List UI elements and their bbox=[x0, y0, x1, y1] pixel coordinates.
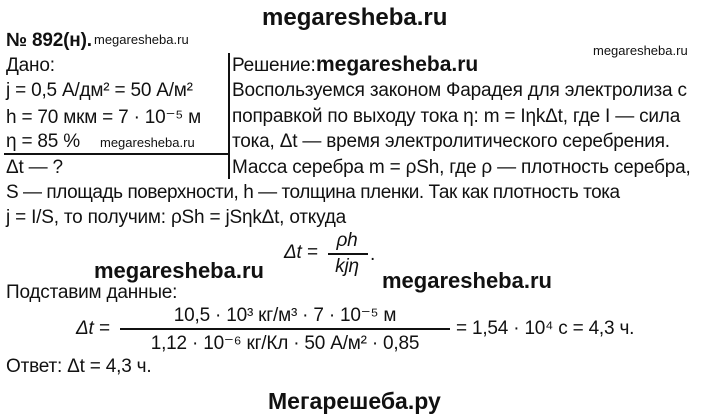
formula-numerator: ρh bbox=[336, 230, 358, 251]
formula-denominator: kjη bbox=[335, 256, 359, 277]
watermark-small: megaresheba.ru bbox=[100, 135, 195, 150]
calc-fraction-bar bbox=[120, 328, 450, 330]
given-vertical-rule bbox=[228, 53, 230, 179]
watermark-small: megaresheba.ru bbox=[94, 32, 189, 47]
calc-lhs: Δt = bbox=[76, 318, 110, 339]
formula-lhs: Δt = bbox=[284, 242, 318, 263]
calc-numerator: 10,5 · 10³ кг/м³ · 7 · 10⁻⁵ м bbox=[173, 305, 397, 326]
substitute-label: Подставим данные: bbox=[6, 282, 178, 303]
watermark-small: megaresheba.ru bbox=[593, 43, 688, 58]
solution-line: Воспользуемся законом Фарадея для электролиза с bbox=[232, 80, 687, 101]
calc-result: = 1,54 · 10⁴ с = 4,3 ч. bbox=[456, 318, 635, 339]
given-divider bbox=[4, 153, 228, 155]
given-thickness: h = 70 мкм = 7 · 10⁻⁵ м bbox=[6, 107, 201, 128]
solution-line: тока, Δt — время электролитического серебрения. bbox=[232, 131, 670, 152]
answer-line: Ответ: Δt = 4,3 ч. bbox=[6, 356, 152, 377]
formula-period: . bbox=[370, 244, 376, 265]
given-find: Δt — ? bbox=[6, 157, 63, 178]
solution-line: j = I/S, то получим: ρSh = jSηkΔt, откуда bbox=[6, 207, 347, 228]
watermark-top: megaresheba.ru bbox=[262, 4, 448, 31]
given-efficiency: η = 85 % bbox=[6, 131, 80, 152]
calc-denominator: 1,12 · 10⁻⁶ кг/Кл · 50 А/м² · 0,85 bbox=[150, 333, 420, 354]
formula-fraction-bar bbox=[328, 253, 368, 255]
given-title: Дано: bbox=[6, 55, 55, 76]
watermark-mid-right: megaresheba.ru bbox=[382, 268, 552, 293]
solution-line: S — площадь поверхности, h — толщина пленки. Так как плотность тока bbox=[6, 182, 620, 203]
watermark-inline: megaresheba.ru bbox=[316, 53, 479, 76]
given-current-density: j = 0,5 А/дм² = 50 А/м² bbox=[6, 80, 193, 101]
solution-title: Решение: bbox=[232, 55, 316, 76]
watermark-mid-left: megaresheba.ru bbox=[94, 258, 264, 283]
solution-line: поправкой по выходу тока η: m = IηkΔt, где I — сила bbox=[232, 106, 681, 127]
problem-number: № 892(н). bbox=[6, 30, 92, 51]
solution-line: Масса серебра m = ρSh, где ρ — плотность серебра, bbox=[232, 157, 691, 178]
watermark-footer: Мегарешеба.ру bbox=[268, 388, 441, 414]
